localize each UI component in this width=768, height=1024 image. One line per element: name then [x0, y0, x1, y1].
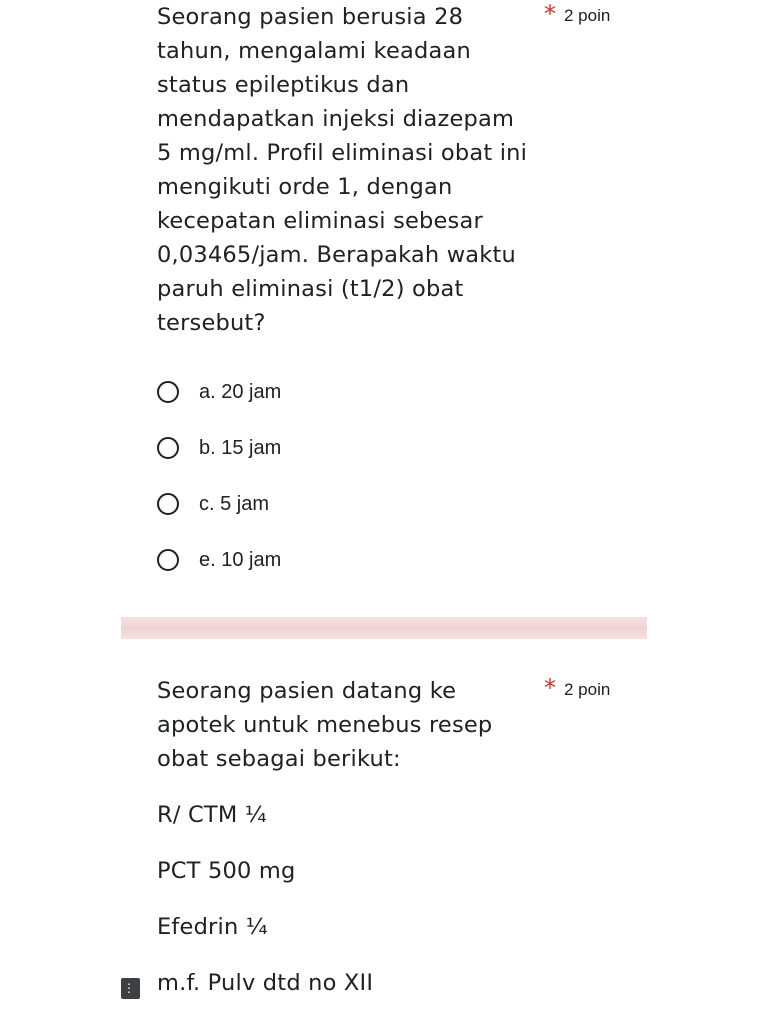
option-b[interactable]: [157, 420, 627, 476]
option-label: b. 15 jam: [199, 436, 282, 459]
option-a[interactable]: [157, 364, 627, 420]
radio-button-icon[interactable]: [157, 437, 179, 459]
points-label: 2 poin: [564, 680, 611, 699]
option-c[interactable]: [157, 476, 627, 532]
prescription-line: m.f. Pulv dtd no XII: [157, 970, 374, 996]
question-card-1: [157, 0, 627, 588]
question-card-2: [157, 674, 627, 1022]
option-label: c. 5 jam: [199, 492, 270, 515]
question-header: [157, 0, 627, 340]
side-handle-icon[interactable]: ⋮: [121, 978, 140, 999]
question-meta: [544, 2, 610, 30]
radio-button-icon[interactable]: [157, 549, 179, 571]
radio-button-icon[interactable]: [157, 493, 179, 515]
question-meta: [544, 676, 610, 704]
points-label: 2 poin: [564, 6, 611, 25]
section-divider: [121, 617, 647, 639]
question-text: Seorang pasien berusia 28 tahun, mengalami keadaan status epileptikus dan mendapatkan injeksi diazepam 5 mg/ml. Profil eliminasi obat ini mengikuti orde 1, dengan kecepatan eliminasi sebesar 0,03465/jam. Berapakah waktu paruh eliminasi (t1/2) obat tersebut?: [157, 4, 528, 336]
radio-button-icon[interactable]: [157, 381, 179, 403]
prescription-block: [157, 798, 627, 1000]
option-e[interactable]: [157, 532, 627, 588]
prescription-line: PCT 500 mg: [157, 858, 296, 884]
option-label: e. 10 jam: [199, 548, 282, 571]
required-asterisk-icon: *: [544, 674, 556, 702]
prescription-line: R/ CTM ¼: [157, 802, 267, 828]
radio-options: [157, 364, 627, 588]
option-label: a. 20 jam: [199, 380, 282, 403]
question-text: Seorang pasien datang ke apotek untuk menebus resep obat sebagai berikut:: [157, 678, 493, 772]
prescription-line: Efedrin ¼: [157, 914, 268, 940]
required-asterisk-icon: *: [544, 0, 556, 28]
question-header: [157, 674, 627, 776]
